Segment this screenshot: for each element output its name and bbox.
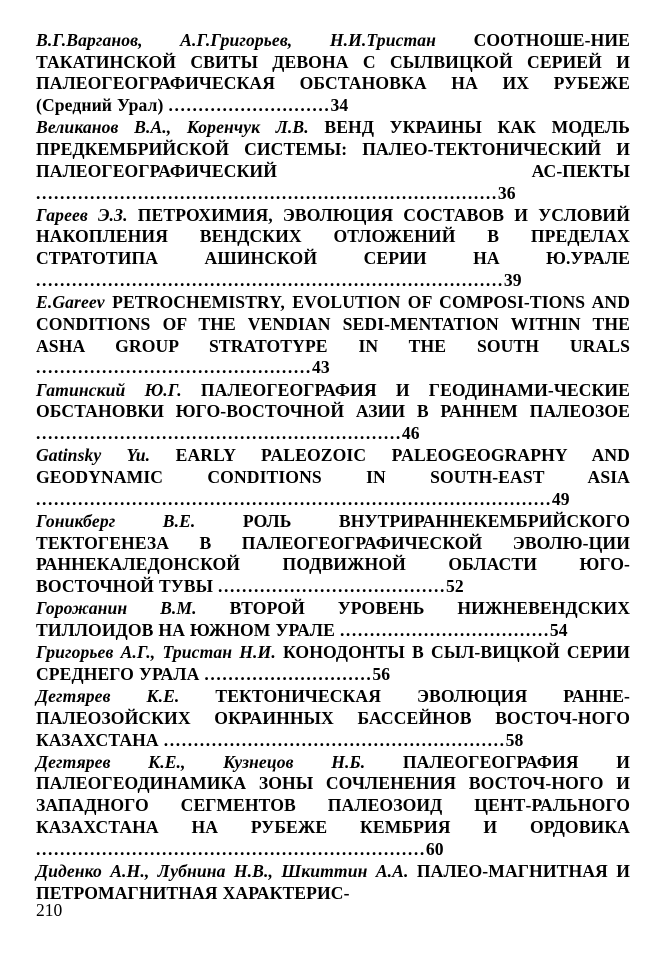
page-folio-number: 210 (36, 900, 63, 920)
toc-page-number: 39 (503, 269, 522, 290)
toc-entry-title: ТЕКТОНИЧЕСКАЯ ЭВОЛЮЦИЯ РАННЕ-ПАЛЕОЗОЙСКИХ ОКРАИННЫХ БАССЕЙНОВ ВОСТОЧ-НОГО КАЗАХСТАНА (36, 686, 630, 750)
toc-entry-authors: Дегтярев К.Е., Кузнецов Н.Б. (36, 751, 366, 772)
toc-leader-dots: ............................................................. (36, 422, 402, 443)
toc-entry (36, 511, 630, 598)
toc-leader-dots: ................................................................. (36, 838, 426, 859)
toc-page-number: 56 (372, 663, 391, 684)
toc-entry-authors: Гареев Э.З. (36, 204, 128, 225)
toc-entry (36, 117, 630, 204)
toc-page-number: 58 (505, 729, 524, 750)
toc-entry-authors: Гатинский Ю.Г. (36, 379, 182, 400)
toc-entry (36, 642, 630, 685)
toc-entry (36, 30, 630, 117)
toc-leader-dots: ............................ (204, 663, 373, 684)
toc-entry-title: ПАЛЕОГЕОГРАФИЯ И ГЕОДИНАМИ-ЧЕСКИЕ ОБСТАНОВКИ ЮГО-ВОСТОЧНОЙ АЗИИ В РАННЕМ ПАЛЕОЗОЕ (36, 379, 630, 422)
toc-entry-authors: Гоникберг В.Е. (36, 510, 196, 531)
toc-entry-authors: Горожанин В.М. (36, 598, 197, 619)
toc-entry-authors: Gatinsky Yu. (36, 445, 151, 466)
toc-entry (36, 686, 630, 751)
toc-entry-title: ВТОРОЙ УРОВЕНЬ НИЖНЕВЕНДСКИХ ТИЛЛОИДОВ НА ЮЖНОМ УРАЛЕ (36, 598, 630, 640)
toc-entry-authors: E.Gareev (36, 292, 105, 313)
toc-entry-title: ПЕТРОХИМИЯ, ЭВОЛЮЦИЯ СОСТАВОВ И УСЛОВИЙ НАКОПЛЕНИЯ ВЕНДСКИХ ОТЛОЖЕНИЙ В ПРЕДЕЛАХ СТРАТОТИПА АШИНСКОЙ СЕРИИ НА Ю.УРАЛЕ (36, 204, 630, 269)
toc-page-number: 49 (551, 488, 570, 509)
toc-leader-dots: ................................... (339, 619, 550, 640)
toc-entry (36, 445, 630, 510)
toc-entry-title: СООТНОШЕ-НИЕ ТАКАТИНСКОЙ СВИТЫ ДЕВОНА С СЫЛВИЦКОЙ СЕРИЕЙ И ПАЛЕОГЕОГРАФИЧЕСКАЯ ОБСТАНОВКА НА ИХ РУБЕЖЕ (Средний Урал) (36, 30, 630, 116)
toc-leader-dots: ............................................................................. (36, 182, 498, 203)
toc-leader-dots: .............................................................................. (36, 269, 504, 290)
table-of-contents (36, 30, 630, 904)
toc-entry (36, 598, 630, 641)
toc-leader-dots: ......................................................... (163, 729, 506, 750)
toc-entry-authors: Дегтярев К.Е. (36, 686, 180, 707)
toc-page-number: 52 (445, 575, 464, 596)
toc-entry (36, 861, 630, 904)
toc-page-number: 46 (401, 422, 420, 443)
toc-entry-authors: В.Г.Варганов, А.Г.Григорьев, Н.И.Тристан (36, 30, 437, 50)
toc-entry-title: КОНОДОНТЫ В СЫЛ-ВИЦКОЙ СЕРИИ СРЕДНЕГО УРАЛА (36, 642, 630, 684)
toc-entry (36, 292, 630, 379)
toc-entry-title: ПАЛЕО-МАГНИТНАЯ И ПЕТРОМАГНИТНАЯ ХАРАКТЕРИС- (36, 860, 630, 903)
toc-entry-authors: Диденко А.Н., Лубнина Н.В., Шкиттин А.А. (36, 860, 409, 881)
toc-page-number: 60 (425, 838, 444, 859)
toc-page-number: 54 (549, 619, 568, 640)
toc-entry-title: EARLY PALEOZOIC PALEOGEOGRAPHY AND GEODYNAMIC CONDITIONS IN SOUTH-EAST ASIA (36, 445, 630, 487)
toc-entry-authors: Великанов В.А., Коренчук Л.В. (36, 117, 309, 138)
toc-entry-title: РОЛЬ ВНУТРИРАННЕКЕМБРИЙСКОГО ТЕКТОГЕНЕЗА В ПАЛЕОГЕОГРАФИЧЕСКОЙ ЭВОЛЮ-ЦИИ РАННЕКАЛЕДОНСКОЙ ПОДВИЖНОЙ ОБЛАСТИ ЮГО-ВОСТОЧНОЙ ТУВЫ (36, 510, 630, 596)
toc-entry-title: ПАЛЕОГЕОГРАФИЯ И ПАЛЕОГЕОДИНАМИКА ЗОНЫ СОЧЛЕНЕНИЯ ВОСТОЧ-НОГО И ЗАПАДНОГО СЕГМЕНТОВ ПАЛЕОЗОИД ЦЕНТ-РАЛЬНОГО КАЗАХСТАНА НА РУБЕЖЕ КЕМБРИЯ И ОРДОВИКА (36, 751, 630, 837)
toc-page-number: 34 (330, 95, 349, 116)
toc-entry-authors: Григорьев А.Г., Тристан Н.И. (36, 642, 276, 663)
toc-page-number: 43 (311, 357, 330, 378)
toc-leader-dots: ........................... (168, 95, 331, 116)
toc-entry (36, 380, 630, 445)
toc-leader-dots: ...................................................................................... (36, 488, 552, 509)
toc-entry (36, 205, 630, 292)
toc-leader-dots: .............................................. (36, 357, 312, 378)
toc-entry-title: ВЕНД УКРАИНЫ КАК МОДЕЛЬ ПРЕДКЕМБРИЙСКОЙ СИСТЕМЫ: ПАЛЕО-ТЕКТОНИЧЕСКИЙ И ПАЛЕОГЕОГРАФИЧЕСКИЙ АС-ПЕКТЫ (36, 117, 630, 181)
toc-page-number: 36 (497, 182, 516, 203)
toc-entry (36, 752, 630, 861)
toc-leader-dots: ...................................... (218, 575, 446, 596)
toc-entry-title: PETROCHEMISTRY, EVOLUTION OF COMPOSI-TIONS AND CONDITIONS OF THE VENDIAN SEDI-MENTATION WITHIN THE ASHA GROUP STRATOTYPE IN THE SOUTH URALS (36, 292, 630, 356)
